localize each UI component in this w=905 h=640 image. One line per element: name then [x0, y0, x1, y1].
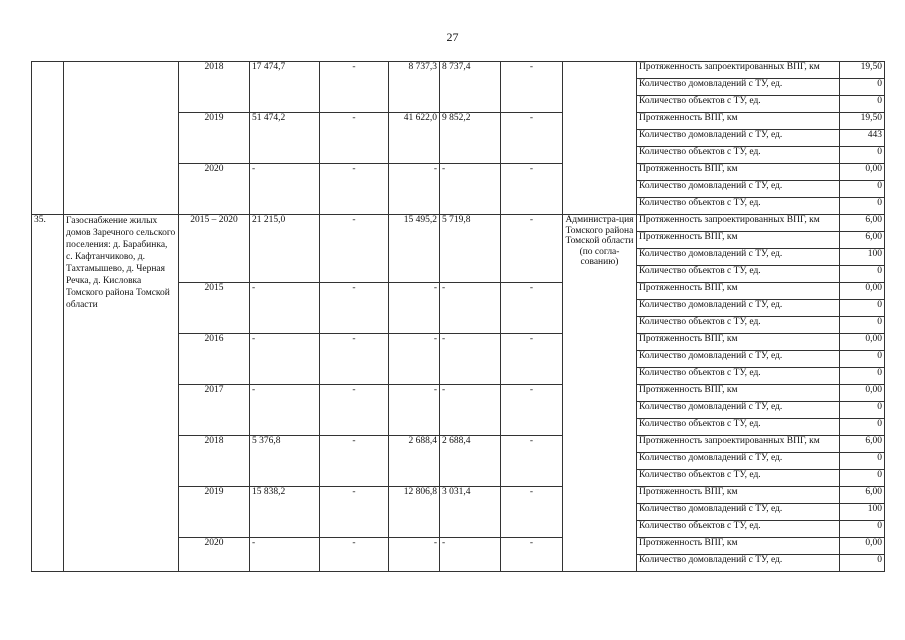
row-number-text: 35.	[34, 215, 46, 225]
extra-funding	[501, 385, 563, 436]
federal-funding-text: -	[352, 385, 356, 395]
total-funding-text: 51 474,2	[252, 113, 286, 123]
extra-funding-text: -	[529, 436, 534, 446]
federal-funding	[320, 164, 389, 215]
indicator-value	[840, 385, 885, 402]
indicator-value	[840, 283, 885, 300]
executor	[563, 215, 637, 572]
indicator-name-text: Количество домовладений с ТУ, ед.	[639, 351, 783, 361]
extra-funding-text: -	[529, 215, 534, 225]
indicator-name	[637, 555, 840, 572]
extra-funding	[501, 62, 563, 113]
federal-funding-text: -	[352, 334, 356, 344]
year-cell-text: 2016	[204, 334, 224, 344]
table-row	[32, 62, 885, 79]
indicator-value-text: 19,50	[860, 113, 882, 123]
year-cell	[179, 436, 250, 487]
year-cell	[179, 538, 250, 572]
indicator-value	[840, 147, 885, 164]
indicator-value	[840, 300, 885, 317]
total-funding	[250, 385, 320, 436]
regional-funding-text: -	[433, 334, 437, 344]
year-cell-text: 2019	[204, 487, 224, 497]
local-funding	[440, 62, 501, 113]
indicator-value-text: 0	[877, 402, 882, 412]
indicator-value	[840, 215, 885, 232]
extra-funding	[501, 164, 563, 215]
indicator-value	[840, 453, 885, 470]
indicator-value	[840, 266, 885, 283]
regional-funding-text: -	[433, 385, 437, 395]
extra-funding	[501, 334, 563, 385]
indicator-name-text: Протяженность запроектированных ВПГ, км	[639, 436, 820, 446]
total-funding	[250, 283, 320, 334]
indicator-name	[637, 215, 840, 232]
indicator-name-text: Количество домовладений с ТУ, ед.	[639, 453, 783, 463]
extra-funding-text: -	[529, 538, 534, 548]
indicator-name-text: Протяженность ВПГ, км	[639, 334, 738, 344]
table-row	[32, 215, 885, 232]
indicator-value	[840, 470, 885, 487]
extra-funding	[501, 487, 563, 538]
extra-funding	[501, 538, 563, 572]
indicator-name-text: Протяженность ВПГ, км	[639, 232, 738, 242]
regional-funding-text: -	[433, 283, 437, 293]
indicator-value-text: 6,00	[865, 232, 882, 242]
indicator-value	[840, 164, 885, 181]
local-funding-text: 5 719,8	[442, 215, 471, 225]
indicator-name	[637, 419, 840, 436]
regional-funding	[389, 164, 440, 215]
regional-funding	[389, 487, 440, 538]
local-funding	[440, 538, 501, 572]
total-funding	[250, 487, 320, 538]
indicator-value-text: 100	[867, 504, 882, 514]
regional-funding-text: -	[433, 164, 437, 174]
indicator-value	[840, 368, 885, 385]
extra-funding-text: -	[529, 62, 534, 72]
total-funding-text: 21 215,0	[252, 215, 286, 225]
indicator-value-text: 0	[877, 317, 882, 327]
indicator-name	[637, 402, 840, 419]
indicator-name-text: Количество объектов с ТУ, ед.	[639, 147, 761, 157]
indicator-name-text: Протяженность ВПГ, км	[639, 283, 738, 293]
indicator-name	[637, 487, 840, 504]
year-cell-text: 2019	[204, 113, 224, 123]
indicator-name-text: Количество объектов с ТУ, ед.	[639, 266, 761, 276]
row-number	[32, 215, 64, 572]
indicator-value	[840, 504, 885, 521]
federal-funding-text: -	[352, 62, 356, 72]
indicator-value-text: 0,00	[865, 164, 882, 174]
program-table	[31, 61, 885, 572]
extra-funding	[501, 283, 563, 334]
total-funding	[250, 113, 320, 164]
year-cell-text: 2017	[204, 385, 224, 395]
indicator-name	[637, 113, 840, 130]
event-name-text: Газоснабжение жилых домов Заречного сельского поселения: д. Барабинка, с. Кафтанчиково, д. Тахтамышево, д. Черная Речка, д. Кисловка Томского района Томской области	[66, 216, 176, 310]
indicator-name-text: Количество домовладений с ТУ, ед.	[639, 504, 783, 514]
table-body	[32, 62, 885, 572]
local-funding-text: -	[442, 283, 446, 293]
total-funding-text: 5 376,8	[252, 436, 281, 446]
federal-funding-text: -	[352, 215, 356, 225]
indicator-value-text: 0,00	[865, 538, 882, 548]
indicator-value-text: 0	[877, 351, 882, 361]
indicator-value	[840, 249, 885, 266]
indicator-name-text: Количество домовладений с ТУ, ед.	[639, 181, 783, 191]
regional-funding-text: 12 806,8	[403, 487, 437, 497]
indicator-value-text: 0	[877, 521, 882, 531]
extra-funding-text: -	[529, 113, 534, 123]
indicator-name-text: Количество объектов с ТУ, ед.	[639, 96, 761, 106]
total-funding	[250, 436, 320, 487]
indicator-name	[637, 147, 840, 164]
indicator-name	[637, 317, 840, 334]
regional-funding	[389, 538, 440, 572]
event-name	[64, 215, 179, 572]
year-cell-text: 2020	[204, 538, 224, 548]
regional-funding-text: 8 737,3	[408, 62, 437, 72]
indicator-name	[637, 300, 840, 317]
federal-funding	[320, 385, 389, 436]
local-funding-text: 3 031,4	[442, 487, 471, 497]
year-cell	[179, 487, 250, 538]
indicator-name	[637, 521, 840, 538]
local-funding	[440, 215, 501, 283]
indicator-value-text: 0	[877, 96, 882, 106]
extra-funding-text: -	[529, 487, 534, 497]
executor-text: Администра-ция Томского района Томской области (по согла-сованию)	[565, 215, 634, 267]
indicator-name-text: Количество домовладений с ТУ, ед.	[639, 249, 783, 259]
extra-funding	[501, 215, 563, 283]
local-funding-text: 2 688,4	[442, 436, 471, 446]
federal-funding	[320, 62, 389, 113]
indicator-name-text: Протяженность ВПГ, км	[639, 385, 738, 395]
extra-funding-text: -	[529, 164, 534, 174]
indicator-value-text: 6,00	[865, 436, 882, 446]
year-cell-text: 2015	[204, 283, 224, 293]
federal-funding	[320, 113, 389, 164]
federal-funding	[320, 215, 389, 283]
indicator-value-text: 0,00	[865, 385, 882, 395]
extra-funding	[501, 113, 563, 164]
indicator-name-text: Протяженность ВПГ, км	[639, 164, 738, 174]
indicator-name	[637, 249, 840, 266]
indicator-value-text: 0	[877, 198, 882, 208]
regional-funding-text: 15 495,2	[403, 215, 437, 225]
federal-funding	[320, 334, 389, 385]
indicator-name	[637, 436, 840, 453]
indicator-value	[840, 62, 885, 79]
indicator-value-text: 0	[877, 181, 882, 191]
year-cell-text: 2020	[204, 164, 224, 174]
regional-funding	[389, 385, 440, 436]
local-funding	[440, 164, 501, 215]
year-cell-text: 2018	[204, 62, 224, 72]
indicator-value-text: 443	[867, 130, 882, 140]
extra-funding-text: -	[529, 283, 534, 293]
indicator-name	[637, 232, 840, 249]
indicator-value-text: 0	[877, 147, 882, 157]
federal-funding	[320, 538, 389, 572]
event-name	[64, 62, 179, 215]
local-funding-text: 8 737,4	[442, 62, 471, 72]
regional-funding-text: -	[433, 538, 437, 548]
indicator-value	[840, 96, 885, 113]
local-funding-text: -	[442, 385, 446, 395]
indicator-value-text: 0	[877, 79, 882, 89]
indicator-name	[637, 385, 840, 402]
indicator-name-text: Количество объектов с ТУ, ед.	[639, 419, 761, 429]
indicator-value	[840, 521, 885, 538]
page-number: 27	[446, 30, 459, 44]
regional-funding-text: 2 688,4	[408, 436, 437, 446]
total-funding-text: -	[252, 283, 256, 293]
indicator-name-text: Количество объектов с ТУ, ед.	[639, 521, 761, 531]
total-funding-text: -	[252, 164, 256, 174]
indicator-name-text: Количество домовладений с ТУ, ед.	[639, 130, 783, 140]
indicator-name-text: Количество объектов с ТУ, ед.	[639, 198, 761, 208]
regional-funding	[389, 334, 440, 385]
indicator-name	[637, 334, 840, 351]
indicator-value	[840, 334, 885, 351]
federal-funding	[320, 436, 389, 487]
extra-funding-text: -	[529, 385, 534, 395]
year-cell	[179, 283, 250, 334]
indicator-value-text: 6,00	[865, 215, 882, 225]
executor	[563, 62, 637, 215]
indicator-name-text: Количество домовладений с ТУ, ед.	[639, 300, 783, 310]
regional-funding	[389, 113, 440, 164]
indicator-name-text: Протяженность ВПГ, км	[639, 113, 738, 123]
indicator-name-text: Количество домовладений с ТУ, ед.	[639, 555, 783, 565]
indicator-value	[840, 538, 885, 555]
total-funding	[250, 538, 320, 572]
year-cell	[179, 164, 250, 215]
indicator-name-text: Протяженность ВПГ, км	[639, 538, 738, 548]
indicator-value-text: 0	[877, 419, 882, 429]
indicator-value-text: 100	[867, 249, 882, 259]
total-funding	[250, 215, 320, 283]
total-funding-text: 15 838,2	[252, 487, 286, 497]
indicator-name-text: Количество объектов с ТУ, ед.	[639, 470, 761, 480]
indicator-name	[637, 453, 840, 470]
federal-funding	[320, 283, 389, 334]
extra-funding-text: -	[529, 334, 534, 344]
regional-funding	[389, 215, 440, 283]
indicator-name	[637, 181, 840, 198]
indicator-value	[840, 198, 885, 215]
local-funding	[440, 436, 501, 487]
year-cell-text: 2015 – 2020	[190, 215, 238, 225]
indicator-name-text: Количество домовладений с ТУ, ед.	[639, 79, 783, 89]
year-cell-text: 2018	[204, 436, 224, 446]
local-funding	[440, 113, 501, 164]
indicator-name	[637, 198, 840, 215]
indicator-value-text: 0	[877, 470, 882, 480]
row-number	[32, 62, 64, 215]
indicator-value-text: 0	[877, 368, 882, 378]
year-cell	[179, 334, 250, 385]
indicator-name-text: Протяженность запроектированных ВПГ, км	[639, 62, 820, 72]
year-cell	[179, 62, 250, 113]
local-funding-text: -	[442, 538, 446, 548]
extra-funding	[501, 436, 563, 487]
local-funding-text: 9 852,2	[442, 113, 471, 123]
local-funding-text: -	[442, 334, 446, 344]
indicator-name	[637, 538, 840, 555]
indicator-value-text: 0	[877, 453, 882, 463]
local-funding	[440, 283, 501, 334]
indicator-value	[840, 317, 885, 334]
regional-funding	[389, 62, 440, 113]
federal-funding-text: -	[352, 487, 356, 497]
local-funding	[440, 487, 501, 538]
indicator-value	[840, 79, 885, 96]
total-funding-text: -	[252, 538, 256, 548]
indicator-value	[840, 487, 885, 504]
total-funding	[250, 334, 320, 385]
total-funding	[250, 164, 320, 215]
local-funding	[440, 385, 501, 436]
indicator-name	[637, 79, 840, 96]
indicator-value-text: 0,00	[865, 283, 882, 293]
federal-funding-text: -	[352, 113, 356, 123]
indicator-name-text: Протяженность ВПГ, км	[639, 487, 738, 497]
year-cell	[179, 113, 250, 164]
indicator-value-text: 6,00	[865, 487, 882, 497]
indicator-name-text: Протяженность запроектированных ВПГ, км	[639, 215, 820, 225]
total-funding-text: -	[252, 334, 256, 344]
indicator-name	[637, 130, 840, 147]
indicator-value	[840, 351, 885, 368]
federal-funding-text: -	[352, 283, 356, 293]
year-cell	[179, 385, 250, 436]
indicator-name	[637, 368, 840, 385]
indicator-value-text: 0	[877, 300, 882, 310]
total-funding	[250, 62, 320, 113]
indicator-name-text: Количество объектов с ТУ, ед.	[639, 317, 761, 327]
indicator-value-text: 19,50	[860, 62, 882, 72]
indicator-value	[840, 113, 885, 130]
indicator-name	[637, 504, 840, 521]
indicator-name	[637, 96, 840, 113]
indicator-name	[637, 470, 840, 487]
year-cell	[179, 215, 250, 283]
indicator-value	[840, 181, 885, 198]
local-funding-text: -	[442, 164, 446, 174]
indicator-value	[840, 419, 885, 436]
indicator-value-text: 0,00	[865, 334, 882, 344]
total-funding-text: -	[252, 385, 256, 395]
indicator-name-text: Количество домовладений с ТУ, ед.	[639, 402, 783, 412]
indicator-value	[840, 130, 885, 147]
regional-funding	[389, 436, 440, 487]
federal-funding-text: -	[352, 164, 356, 174]
indicator-value-text: 0	[877, 266, 882, 276]
indicator-value	[840, 232, 885, 249]
indicator-name	[637, 62, 840, 79]
regional-funding-text: 41 622,0	[403, 113, 437, 123]
regional-funding	[389, 283, 440, 334]
total-funding-text: 17 474,7	[252, 62, 286, 72]
indicator-name-text: Количество объектов с ТУ, ед.	[639, 368, 761, 378]
indicator-name	[637, 164, 840, 181]
indicator-name	[637, 283, 840, 300]
indicator-value	[840, 436, 885, 453]
local-funding	[440, 334, 501, 385]
federal-funding-text: -	[352, 538, 356, 548]
federal-funding	[320, 487, 389, 538]
indicator-name	[637, 351, 840, 368]
indicator-value	[840, 402, 885, 419]
indicator-name	[637, 266, 840, 283]
federal-funding-text: -	[352, 436, 356, 446]
indicator-value-text: 0	[877, 555, 882, 565]
indicator-value	[840, 555, 885, 572]
